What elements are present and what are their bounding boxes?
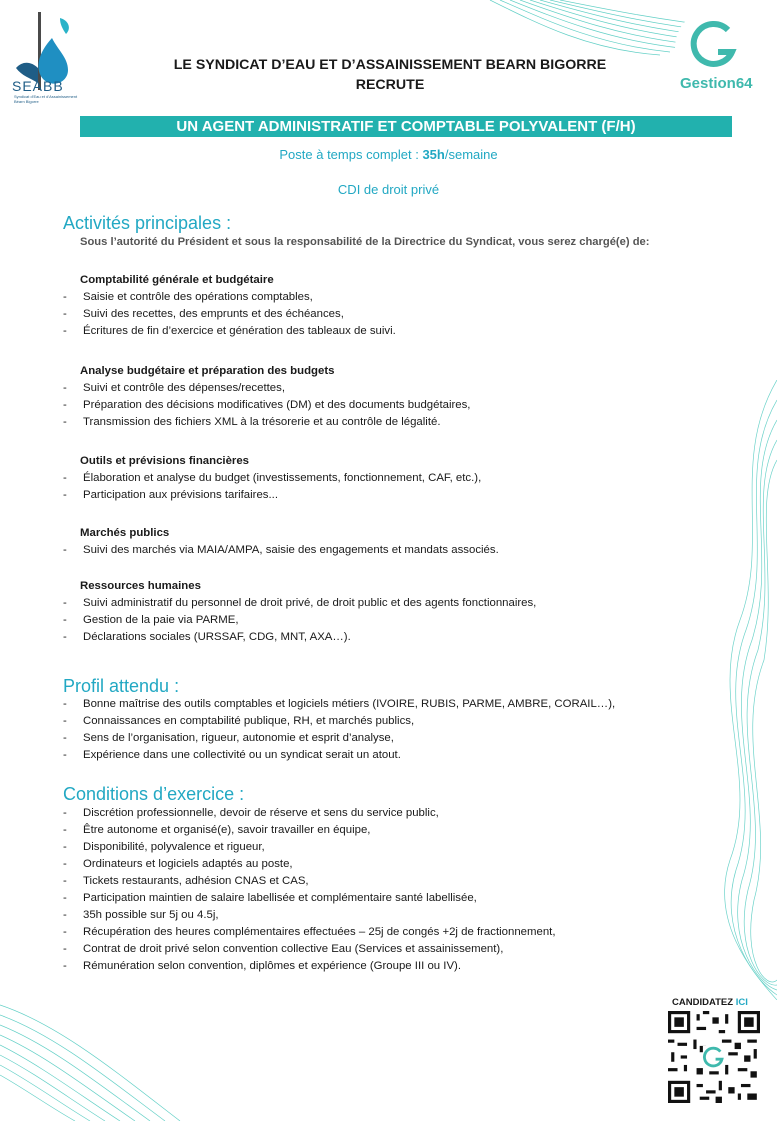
- working-time-suffix: /semaine: [444, 147, 498, 162]
- profile-heading: Profil attendu :: [63, 676, 180, 696]
- list-item: - Rémunération selon convention, diplômes et expérience (Groupe III ou IV).: [63, 958, 763, 975]
- gestion64-logo-text: Gestion64: [680, 75, 753, 92]
- list-item: - Contrat de droit privé selon convention collective Eau (Services et assainissement),: [63, 941, 763, 958]
- apply-label-text: CANDIDATEZ: [672, 997, 736, 1008]
- list-item: - Écritures de fin d’exercice et génération des tableaux de suivi.: [63, 323, 763, 340]
- conditions-heading: Conditions d’exercice :: [63, 784, 245, 804]
- list-item: - Ordinateurs et logiciels adaptés au poste,: [63, 856, 763, 873]
- list-item: - Transmission des fichiers XML à la trésorerie et au contrôle de légalité.: [63, 414, 763, 431]
- list-item: - 35h possible sur 5j ou 4.5j,: [63, 907, 763, 924]
- section-title: Ressources humaines: [80, 580, 201, 592]
- list-item: - Sens de l’organisation, rigueur, autonomie et esprit d’analyse,: [63, 730, 763, 747]
- section-public-markets: [63, 524, 763, 559]
- bottom-wave-decoration: [0, 985, 260, 1121]
- section-accounting: [63, 271, 763, 340]
- section-profile: [63, 696, 763, 764]
- working-time: [0, 147, 777, 162]
- list-item: - Discrétion professionnelle, devoir de réserve et sens du service public,: [63, 805, 763, 822]
- job-title-part2: ADMINISTRATIF ET COMPTABLE POLYVALENT (F/H): [257, 118, 636, 135]
- list-item: - Bonne maîtrise des outils comptables et logiciels métiers (IVOIRE, RUBIS, PARME, AMBRE, CORAIL…),: [63, 696, 763, 713]
- seabb-logo-tagline: Syndicat d'Eau et d'Assainissement Béarn Bigorre: [14, 94, 78, 104]
- job-title-banner: [80, 116, 732, 137]
- list-item: - Élaboration et analyse du budget (investissements, fonctionnement, CAF, etc.),: [63, 470, 763, 487]
- section-financial-tools: [63, 452, 763, 504]
- apply-label: [672, 997, 748, 1008]
- apply-qr-code[interactable]: [668, 1011, 760, 1103]
- activities-heading: Activités principales :: [63, 213, 232, 233]
- section-budget-analysis: [63, 362, 763, 431]
- activities-intro: Sous l’autorité du Président et sous la responsabilité de la Directrice du Syndicat, vous serez chargé(e) de:: [80, 236, 650, 248]
- seabb-logo-text: SEABB: [12, 78, 64, 94]
- title-line-1: LE SYNDICAT D’EAU ET D’ASSAINISSEMENT BEARN BIGORRE: [173, 57, 607, 73]
- title-line-2: RECRUTE: [355, 77, 425, 93]
- page-title: [120, 55, 660, 95]
- list-item: - Récupération des heures complémentaires effectuées – 25j de congés +2j de fractionnement,: [63, 924, 763, 941]
- list-item: - Suivi des recettes, des emprunts et des échéances,: [63, 306, 763, 323]
- list-item: - Gestion de la paie via PARME,: [63, 612, 763, 629]
- section-title: Comptabilité générale et budgétaire: [80, 274, 274, 286]
- list-item: - Suivi administratif du personnel de droit privé, de droit public et des agents fonctionnaires,: [63, 595, 763, 612]
- list-item: - Disponibilité, polyvalence et rigueur,: [63, 839, 763, 856]
- list-item: - Connaissances en comptabilité publique, RH, et marchés publics,: [63, 713, 763, 730]
- list-item: - Suivi des marchés via MAIA/AMPA, saisie des engagements et mandats associés.: [63, 542, 763, 559]
- section-conditions: [63, 805, 763, 975]
- list-item: - Tickets restaurants, adhésion CNAS et CAS,: [63, 873, 763, 890]
- apply-label-highlight: ICI: [735, 997, 748, 1008]
- list-item: - Participation aux prévisions tarifaires...: [63, 487, 763, 504]
- list-item: - Préparation des décisions modificatives (DM) et des documents budgétaires,: [63, 397, 763, 414]
- list-item: - Déclarations sociales (URSSAF, CDG, MNT, AXA…).: [63, 629, 763, 646]
- working-time-hours: 35h: [422, 147, 445, 162]
- list-item: - Suivi et contrôle des dépenses/recettes,: [63, 380, 763, 397]
- section-title: Marchés publics: [80, 527, 170, 539]
- list-item: - Saisie et contrôle des opérations comptables,: [63, 289, 763, 306]
- section-title: Outils et prévisions financières: [80, 455, 250, 467]
- contract-type: CDI de droit privé: [337, 182, 440, 197]
- list-item: - Participation maintien de salaire labellisée et complémentaire santé labellisée,: [63, 890, 763, 907]
- job-title-part1: UN AGENT: [176, 118, 258, 135]
- working-time-prefix: Poste à temps complet :: [279, 147, 423, 162]
- section-title: Analyse budgétaire et préparation des budgets: [80, 365, 335, 377]
- list-item: - Expérience dans une collectivité ou un syndicat serait un atout.: [63, 747, 763, 764]
- list-item: - Être autonome et organisé(e), savoir travailler en équipe,: [63, 822, 763, 839]
- section-human-resources: [63, 577, 763, 646]
